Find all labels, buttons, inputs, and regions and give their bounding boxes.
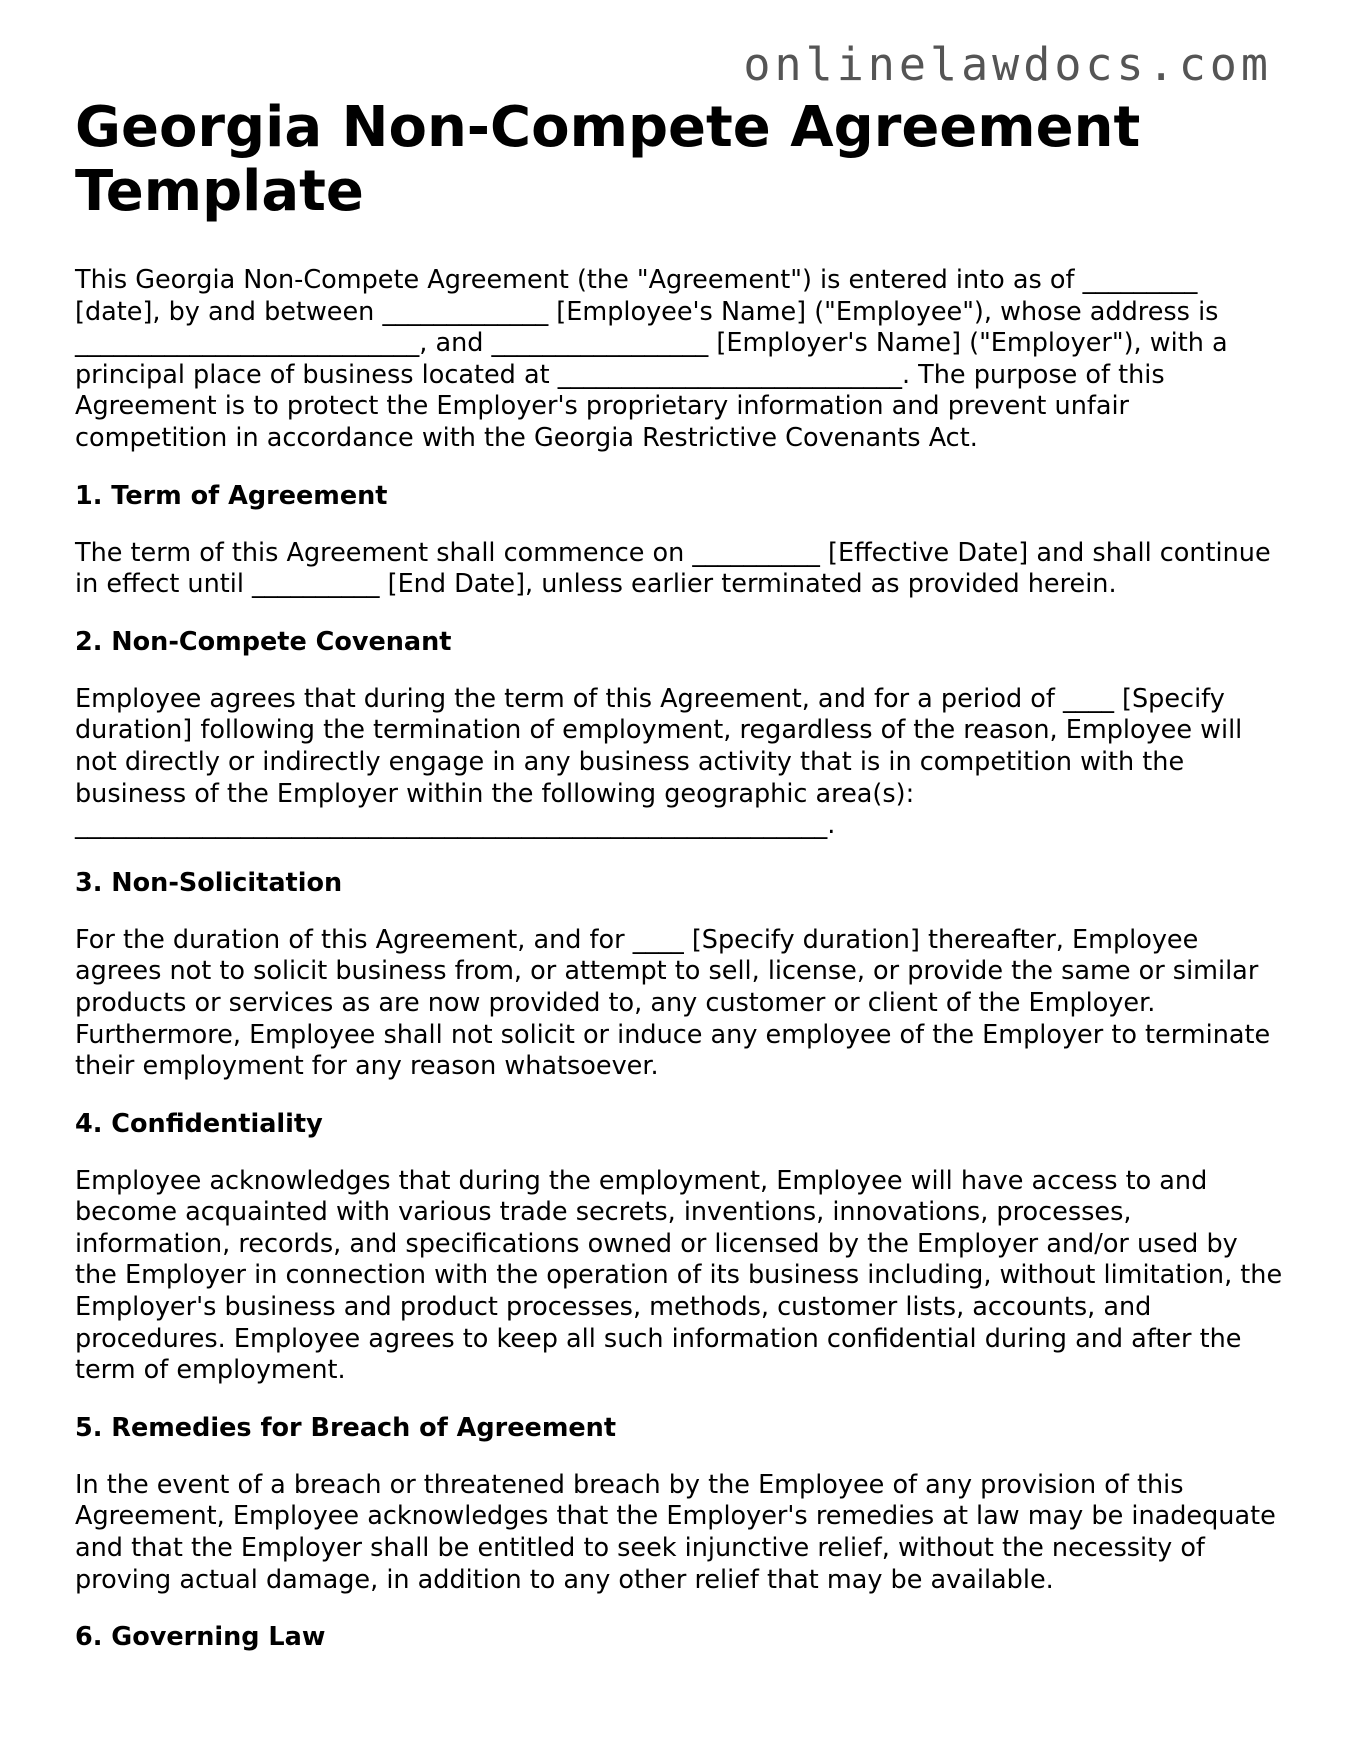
section-heading-non-compete: 2. Non-Compete Covenant	[75, 626, 452, 657]
section-heading-non-solicitation: 3. Non-Solicitation	[75, 867, 343, 898]
intro-paragraph: This Georgia Non-Compete Agreement (the "Agreement") is entered into as of _________ [date], by and between _____________ [Employee's Name] ("Employee"), whose address is ___________________________, and _________________ [Employer's Name] ("Employer"), with a principal place of business located at ___________________________. The purpose of this Agreement is to protect the Employer's proprietary information and prevent unfair competition in accordance with the Georgia Restrictive Covenants Act.	[75, 265, 1228, 453]
section-body-confidentiality: Employee acknowledges that during the employment, Employee will have access to and become acquainted with various trade secrets, inventions, innovations, processes, information, records, and specifications owned or licensed by the Employer and/or used by the Employer in connection with the operation of its business including, without limitation, the Employer's business and product processes, methods, customer lists, accounts, and procedures. Employee agrees to keep all such information confidential during and after the term of employment.	[75, 1165, 1283, 1386]
section-body-remedies: In the event of a breach or threatened breach by the Employee of any provision of this Agreement, Employee acknowledges that the Employer's remedies at law may be inadequate and that the Employer shall be entitled to seek injunctive relief, without the necessity of proving actual damage, in addition to any other relief that may be available.	[75, 1469, 1276, 1595]
document-page	[75, 96, 1285, 1653]
section-body-non-compete: Employee agrees that during the term of this Agreement, and for a period of ____ [Specify duration] following the termination of employment, regardless of the reason, Employee will not directly or indirectly engage in any business activity that is in competition with the business of the Employer within the following geographic area(s):	[75, 683, 1243, 809]
section-heading-confidentiality: 4. Confidentiality	[75, 1108, 323, 1139]
section-heading-term: 1. Term of Agreement	[75, 480, 388, 511]
watermark-text: onlinelawdocs.com	[743, 38, 1272, 91]
section-heading-governing-law: 6. Governing Law	[75, 1622, 326, 1653]
section-heading-remedies: 5. Remedies for Breach of Agreement	[75, 1412, 617, 1443]
geographic-area-blank: ___________________________________________________________.	[75, 810, 836, 841]
document-title: Georgia Non-Compete Agreement Template	[75, 95, 1141, 224]
section-body-non-solicitation: For the duration of this Agreement, and for ____ [Specify duration] thereafter, Employee agrees not to solicit business from, or attempt to sell, license, or provide the same or similar products or services as are now provided to, any customer or client of the Employer. Furthermore, Employee shall not solicit or induce any employee of the Employer to terminate their employment for any reason whatsoever.	[75, 924, 1271, 1082]
section-body-term: The term of this Agreement shall commence on __________ [Effective Date] and shall continue in effect until __________ [End Date], unless earlier terminated as provided herein.	[75, 537, 1271, 600]
